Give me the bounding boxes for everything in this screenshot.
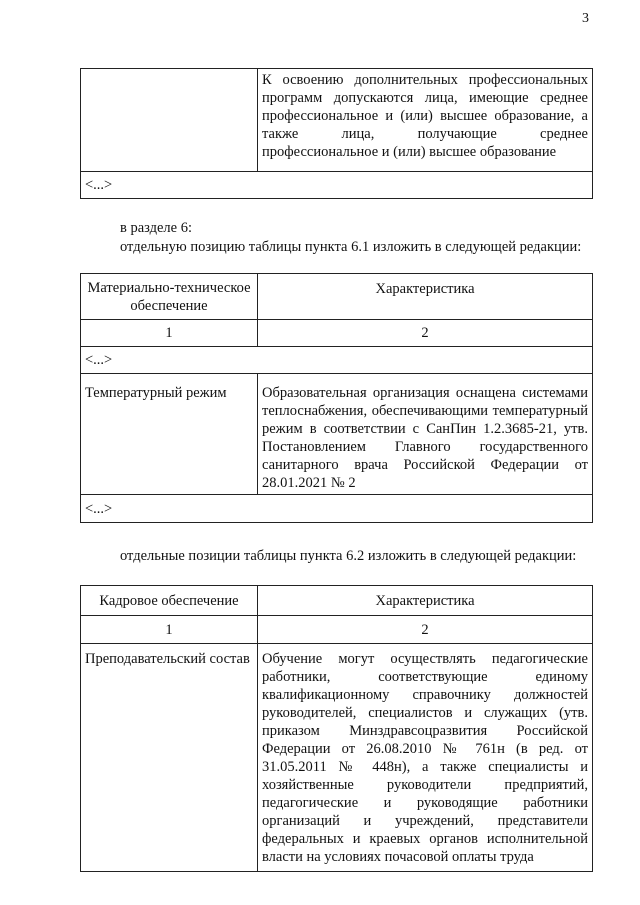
omission-marker-top: <...> bbox=[81, 347, 593, 374]
column-number-1: 1 bbox=[81, 320, 258, 347]
temperature-mode-text: Образовательная организация оснащена системами теплоснабжения, обеспечивающими температурный режим в соответствии с СанПин 1.2.3685-21, утв. Постановлением Главного государственного санитарного врача Российской Федерации от 28.01.2021 № 2 bbox=[258, 374, 593, 495]
teaching-staff-label: Преподавательский состав bbox=[81, 644, 258, 872]
temperature-mode-label: Температурный режим bbox=[81, 374, 258, 495]
staffing-table bbox=[80, 585, 593, 872]
item-6-1-instruction: отдельную позицию таблицы пункта 6.1 изложить в следующей редакции: bbox=[120, 239, 582, 255]
empty-cell bbox=[81, 69, 258, 172]
header-characteristic: Характеристика bbox=[258, 586, 593, 616]
omission-marker: <...> bbox=[81, 172, 593, 199]
section-6-heading: в разделе 6: bbox=[120, 220, 193, 236]
header-material-support: Материально-техническое обеспечение bbox=[81, 274, 258, 320]
header-characteristic: Характеристика bbox=[258, 274, 593, 320]
material-support-table bbox=[80, 273, 593, 523]
column-number-2: 2 bbox=[258, 616, 593, 644]
omission-marker-bottom: <...> bbox=[81, 495, 593, 523]
admission-requirements-text: К освоению дополнительных профессиональных программ допускаются лица, имеющие среднее профессиональное и (или) высшее образование, а также лица, получающие среднее профессиональное и (или) высшее образование bbox=[258, 69, 593, 172]
teaching-staff-text: Обучение могут осуществлять педагогические работники, соответствующие единому квалификационному справочнику должностей руководителей, специалистов и служащих (утв. приказом Минздравсоцразвития Российской Федерации от 26.08.2010 № 761н (в ред. от 31.05.2011 № 448н), а также специалисты и хозяйственные руководители предприятий, педагогические и руководящие работники организаций и учреждений, представители федеральных и краевых органов исполнительной власти на условиях почасовой оплаты труда bbox=[258, 644, 593, 872]
continuation-table bbox=[80, 68, 593, 199]
item-6-2-instruction: отдельные позиции таблицы пункта 6.2 изложить в следующей редакции: bbox=[120, 548, 577, 564]
column-number-1: 1 bbox=[81, 616, 258, 644]
page-number: 3 bbox=[582, 11, 589, 26]
column-number-2: 2 bbox=[258, 320, 593, 347]
header-staffing: Кадровое обеспечение bbox=[81, 586, 258, 616]
